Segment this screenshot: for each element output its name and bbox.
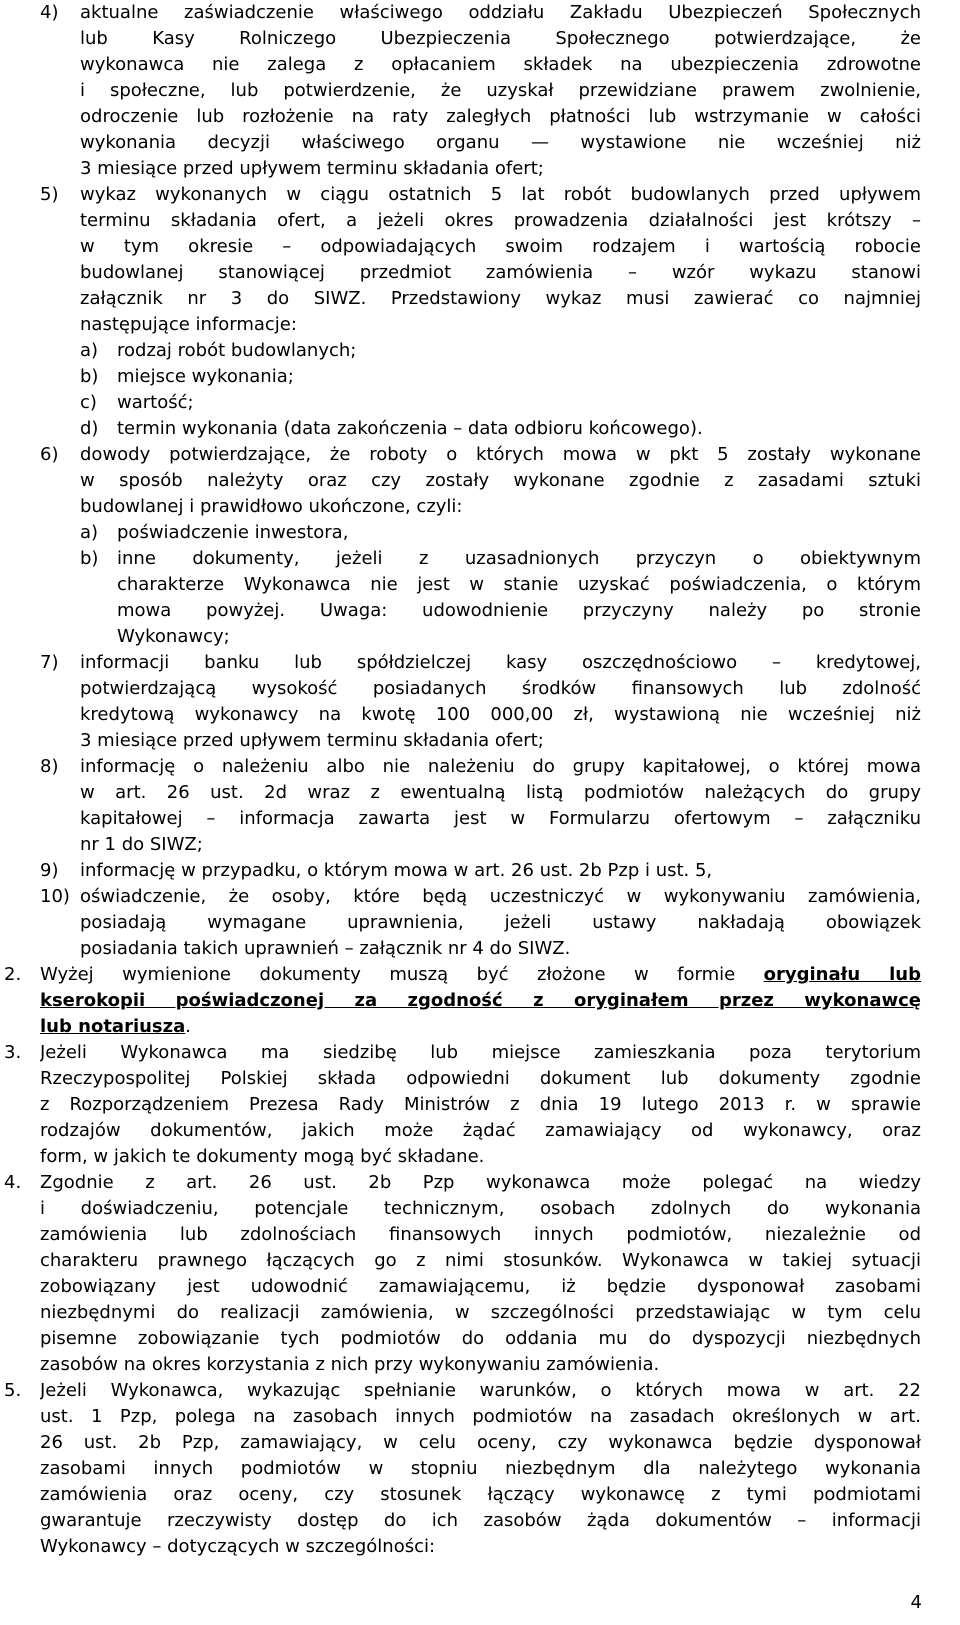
text-line: Zgodnie z art. 26 ust. 2b Pzp wykonawca może polegać na wiedzy [40, 1172, 921, 1193]
section-marker-2: 2. [4, 964, 22, 985]
text-line: wykaz wykonanych w ciągu ostatnich 5 lat robót budowlanych przed upływem [80, 184, 921, 205]
text-line [40, 1014, 921, 1040]
text-line: wartość; [117, 392, 194, 413]
text-line: Wykonawcy – dotyczących w szczególności: [40, 1536, 436, 1557]
sub-marker-b: b) [80, 548, 99, 569]
text-line: oświadczenie, że osoby, które będą uczestniczyć w wykonywaniu zamówienia, [80, 886, 921, 907]
text-line: kredytową wykonawcy na kwotę 100 000,00 zł, wystawioną nie wcześniej niż [80, 704, 921, 725]
text-line: niezbędnymi do realizacji zamówienia, w szczególności przedstawiając w tym celu [40, 1302, 921, 1323]
text-line: budowlanej i prawidłowo ukończone, czyli: [80, 496, 463, 517]
text-line: 3 miesiące przed upływem terminu składania ofert; [80, 730, 544, 751]
text-line: form, w jakich te dokumenty mogą być składane. [40, 1146, 485, 1167]
underlined-text: lub notariusza [40, 1016, 186, 1037]
sub-marker-b: b) [80, 366, 99, 387]
sub-marker-d: d) [80, 418, 99, 439]
sub-marker-a: a) [80, 522, 99, 543]
list-marker-6: 6) [40, 444, 59, 465]
text-line: 3 miesiące przed upływem terminu składania ofert; [80, 158, 544, 179]
list-marker-5: 5) [40, 184, 59, 205]
text-line: mowa powyżej. Uwaga: udowodnienie przyczyny należy po stronie [117, 600, 921, 621]
text-line: termin wykonania (data zakończenia – data odbioru końcowego). [117, 418, 703, 439]
text-line: posiadają wymagane uprawnienia, jeżeli ustawy nakładają obowiązek [80, 912, 921, 933]
text-line: zobowiązany jest udowodnić zamawiającemu, iż będzie dysponował zasobami [40, 1276, 921, 1297]
text-line: dowody potwierdzające, że roboty o których mowa w pkt 5 zostały wykonane [80, 444, 921, 465]
text-line: zasobów na okres korzystania z nich przy wykonywaniu zamówienia. [40, 1354, 660, 1375]
page-number: 4 [910, 1592, 922, 1613]
text-line: kapitałowej – informacja zawarta jest w Formularzu ofertowym – załączniku [80, 808, 921, 829]
underlined-text: oryginału lub [763, 964, 921, 985]
text-line: z Rozporządzeniem Prezesa Rady Ministrów z dnia 19 lutego 2013 r. w sprawie [40, 1094, 921, 1115]
text-line: 26 ust. 2b Pzp, zamawiający, w celu oceny, czy wykonawca będzie dysponował [40, 1432, 921, 1453]
text-line: informację o należeniu albo nie należeniu do grupy kapitałowej, o której mowa [80, 756, 921, 777]
list-marker-8: 8) [40, 756, 59, 777]
text-line: Rzeczypospolitej Polskiej składa odpowiedni dokument lub dokumenty zgodnie [40, 1068, 921, 1089]
text-line: pisemne zobowiązanie tych podmiotów do oddania mu do dyspozycji niezbędnych [40, 1328, 921, 1349]
text-line: ust. 1 Pzp, polega na zasobach innych podmiotów na zasadach określonych w art. [40, 1406, 921, 1427]
text-line: potwierdzającą wysokość posiadanych środków finansowych lub zdolność [80, 678, 921, 699]
text-line: rodzajów dokumentów, jakich może żądać zamawiający od wykonawcy, oraz [40, 1120, 921, 1141]
section-marker-5: 5. [4, 1380, 22, 1401]
text-line: rodzaj robót budowlanych; [117, 340, 357, 361]
text-line: w sposób należyty oraz czy zostały wykonane zgodnie z zasadami sztuki [80, 470, 921, 491]
text-line: poświadczenie inwestora, [117, 522, 349, 543]
text-line: wykonawca nie zalega z opłacaniem składek na ubezpieczenia zdrowotne [80, 54, 921, 75]
section-marker-3: 3. [4, 1042, 22, 1063]
text-line: i społeczne, lub potwierdzenie, że uzyskał przewidziane prawem zwolnienie, [80, 80, 921, 101]
text-line: nr 1 do SIWZ; [80, 834, 203, 855]
text-line: aktualne zaświadczenie właściwego oddziału Zakładu Ubezpieczeń Społecznych [80, 2, 921, 23]
text-line: posiadania takich uprawnień – załącznik nr 4 do SIWZ. [80, 938, 571, 959]
list-marker-4: 4) [40, 2, 59, 23]
text-line: charakteru prawnego łączących go z nimi stosunków. Wykonawca w takiej sytuacji [40, 1250, 921, 1271]
text-line: odroczenie lub rozłożenie na raty zaległych płatności lub wstrzymanie w całości [80, 106, 921, 127]
text-line: zamówienia oraz oceny, czy stosunek łączący wykonawcę z tymi podmiotami [40, 1484, 921, 1505]
text-line: lub Kasy Rolniczego Ubezpieczenia Społecznego potwierdzające, że [80, 28, 921, 49]
text-line: Wykonawcy; [117, 626, 230, 647]
text-line: gwarantuje rzeczywisty dostęp do ich zasobów żąda dokumentów – informacji [40, 1510, 921, 1531]
text-line: następujące informacje: [80, 314, 297, 335]
text-line: wykonania decyzji właściwego organu — wystawione nie wcześniej niż [80, 132, 921, 153]
text-line: załącznik nr 3 do SIWZ. Przedstawiony wykaz musi zawierać co najmniej [80, 288, 921, 309]
text-line: zamówienia lub zdolnościach finansowych innych podmiotów, niezależnie od [40, 1224, 921, 1245]
list-marker-9: 9) [40, 860, 59, 881]
sub-marker-a: a) [80, 340, 99, 361]
text-line: informację w przypadku, o którym mowa w art. 26 ust. 2b Pzp i ust. 5, [80, 860, 713, 881]
list-marker-10: 10) [40, 886, 70, 907]
text-line: charakterze Wykonawca nie jest w stanie uzyskać poświadczenia, o którym [117, 574, 921, 595]
text-line: w tym okresie – odpowiadających swoim rodzajem i wartością robocie [80, 236, 921, 257]
text-line: w art. 26 ust. 2d wraz z ewentualną listą podmiotów należących do grupy [80, 782, 921, 803]
text-line: miejsce wykonania; [117, 366, 294, 387]
text-line: i doświadczeniu, potencjale technicznym, osobach zdolnych do wykonania [40, 1198, 921, 1219]
text-line: Jeżeli Wykonawca ma siedzibę lub miejsce zamieszkania poza terytorium [40, 1042, 921, 1063]
underlined-line: kserokopii poświadczonej za zgodność z oryginałem przez wykonawcę [40, 990, 921, 1011]
text-line: informacji banku lub spółdzielczej kasy oszczędnościowo – kredytowej, [80, 652, 921, 673]
list-marker-7: 7) [40, 652, 59, 673]
text-line: Jeżeli Wykonawca, wykazując spełnianie warunków, o których mowa w art. 22 [40, 1380, 921, 1401]
text-span: . [185, 1016, 191, 1037]
text-line: terminu składania ofert, a jeżeli okres prowadzenia działalności jest krótszy – [80, 210, 921, 231]
text-line: inne dokumenty, jeżeli z uzasadnionych przyczyn o obiektywnym [117, 548, 921, 569]
text-line: budowlanej stanowiącej przedmiot zamówienia – wzór wykazu stanowi [80, 262, 921, 283]
text-line [40, 962, 921, 988]
text-span: Wyżej wymienione dokumenty muszą być złożone w formie [40, 964, 736, 985]
text-line: zasobami innych podmiotów w stopniu niezbędnym dla należytego wykonania [40, 1458, 921, 1479]
section-marker-4: 4. [4, 1172, 22, 1193]
sub-marker-c: c) [80, 392, 97, 413]
